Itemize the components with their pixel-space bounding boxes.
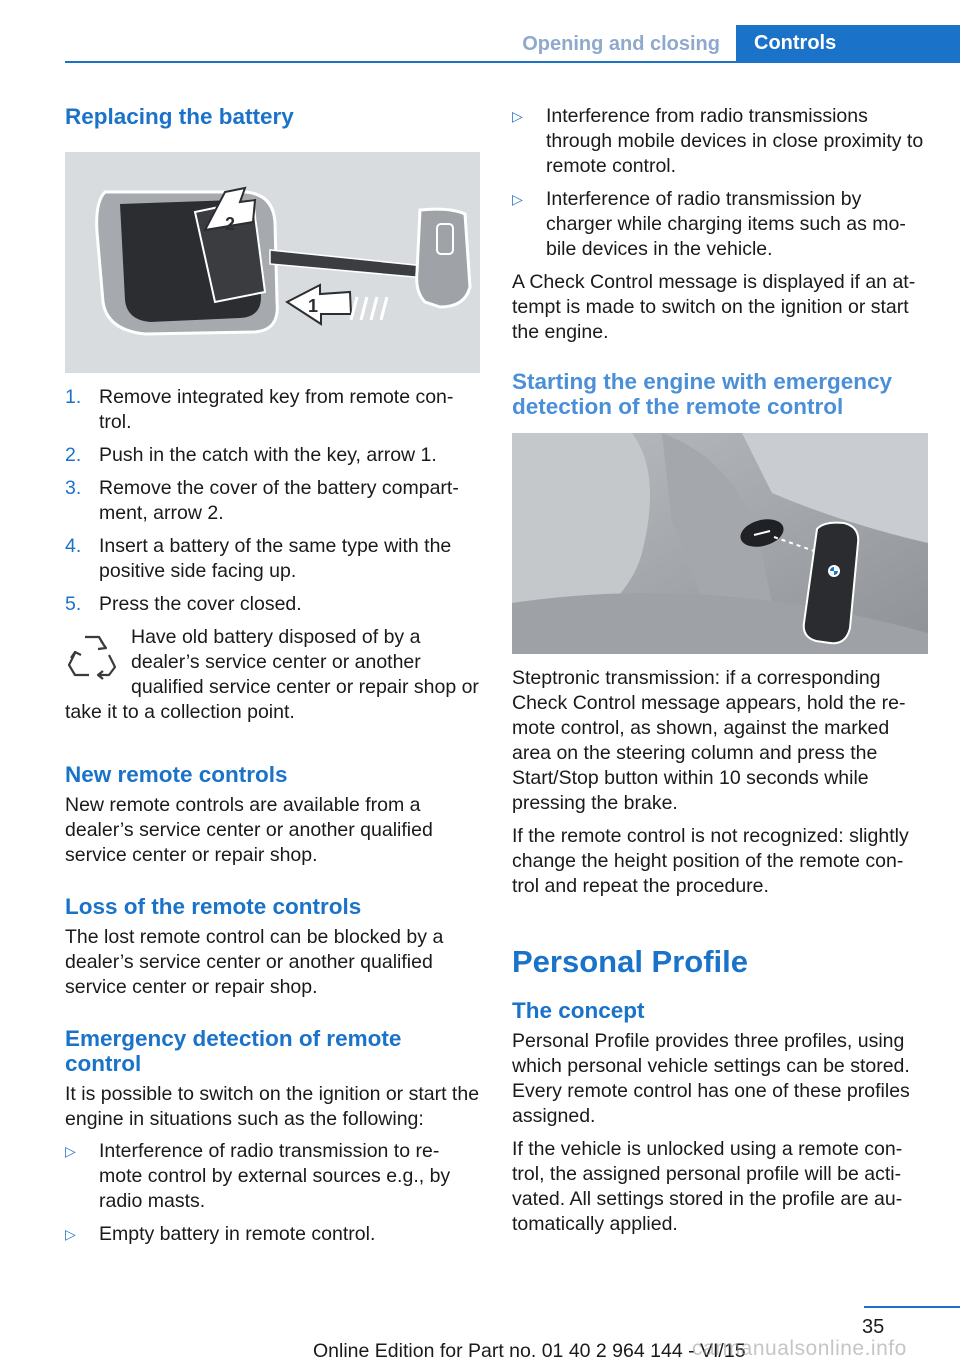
the-concept-heading: The concept xyxy=(512,998,645,1023)
emergency-detection-heading: Emergency detection of remote control xyxy=(65,1026,402,1076)
arrow-1-label: 1 xyxy=(308,296,319,316)
step-number: 2. xyxy=(65,444,82,466)
step-text: Press the cover closed. xyxy=(99,593,302,615)
page-header xyxy=(0,0,960,62)
list-item xyxy=(65,385,480,435)
loss-remote-controls-heading: Loss of the remote controls xyxy=(65,894,362,919)
list-item xyxy=(512,104,928,179)
steering-column-illustration xyxy=(512,433,928,654)
list-item xyxy=(65,534,480,584)
triangle-bullet-icon: ▷ xyxy=(65,1143,76,1159)
triangle-bullet-icon: ▷ xyxy=(65,1226,76,1242)
key-battery-illustration xyxy=(65,152,480,373)
list-item xyxy=(65,592,480,617)
edition-info: Online Edition for Part no. 01 40 2 964 144 - VI/15 xyxy=(313,1340,746,1362)
not-recognized-text: If the remote control is not recognized: slightly change the height position of the remote con‐ trol and repeat the procedure. xyxy=(512,825,909,897)
concept-text: Personal Profile provides three profiles, using which personal vehicle settings can be stored. Every remote control has one of these profiles assigned. xyxy=(512,1030,910,1127)
unlock-text: If the vehicle is unlocked using a remote con‐ trol, the assigned personal profile will be acti‐ vated. All settings stored in the profile are au‐ tomatically applied. xyxy=(512,1138,903,1235)
step-number: 1. xyxy=(65,386,82,408)
item-text: Interference of radio transmission to re‐ mote control by external sources e.g., by radio masts. xyxy=(99,1140,451,1212)
step-text: Insert a battery of the same type with the positive side facing up. xyxy=(99,535,452,582)
loss-remote-controls-text: The lost remote control can be blocked by a dealer’s service center or another qualified service center or repair shop. xyxy=(65,926,444,998)
list-item xyxy=(512,187,928,262)
steering-column-figure xyxy=(512,433,928,654)
header-rule xyxy=(65,61,960,63)
list-item xyxy=(65,1222,480,1247)
steptronic-text: Steptronic transmission: if a corresponding Check Control message appears, hold the re‐ mote control, as shown, against the marked area on the steering column and press the Start/Stop button within 10 seconds while pressing the brake. xyxy=(512,667,906,814)
list-item xyxy=(65,476,480,526)
list-item xyxy=(65,1139,480,1214)
header-chapter-tab: Controls xyxy=(736,25,960,62)
new-remote-controls-heading: New remote controls xyxy=(65,762,288,787)
step-number: 4. xyxy=(65,535,82,557)
key-battery-figure xyxy=(65,152,480,373)
triangle-bullet-icon: ▷ xyxy=(512,191,523,207)
item-text: Empty battery in remote control. xyxy=(99,1223,376,1245)
arrow-2-label: 2 xyxy=(225,214,236,234)
disposal-text: Have old battery disposed of by a dealer’s service center or another qualified service center or repair shop or take it to a collection point. xyxy=(65,626,479,723)
new-remote-controls-text: New remote controls are available from a dealer’s service center or another qualified service center or repair shop. xyxy=(65,794,433,866)
replacing-battery-heading: Replacing the battery xyxy=(65,104,294,129)
step-text: Remove integrated key from remote con‐ trol. xyxy=(99,386,454,433)
step-number: 5. xyxy=(65,593,82,615)
list-item xyxy=(65,443,480,468)
item-text: Interference of radio transmission by charger while charging items such as mo‐ bile devices in the vehicle. xyxy=(546,188,906,260)
page-number: 35 xyxy=(862,1316,885,1338)
right-column xyxy=(512,96,928,1237)
triangle-bullet-icon: ▷ xyxy=(512,108,523,124)
footer-rule xyxy=(864,1306,960,1308)
starting-engine-heading: Starting the engine with emergency detection of the remote control xyxy=(512,369,893,419)
battery-steps-list xyxy=(65,385,480,617)
item-text: Interference from radio transmissions through mobile devices in close proximity to remote control. xyxy=(546,105,924,177)
step-text: Push in the catch with the key, arrow 1. xyxy=(99,444,437,466)
check-control-text: A Check Control message is displayed if an at‐ tempt is made to switch on the ignition or start the engine. xyxy=(512,271,916,343)
header-section-title: Opening and closing xyxy=(522,33,720,55)
recycle-icon xyxy=(65,629,119,683)
step-number: 3. xyxy=(65,477,82,499)
watermark: carmanualsonline.info xyxy=(692,1337,907,1360)
personal-profile-heading: Personal Profile xyxy=(512,944,749,979)
step-text: Remove the cover of the battery compart‐ ment, arrow 2. xyxy=(99,477,459,524)
disposal-note xyxy=(65,625,480,725)
left-column xyxy=(65,96,480,1255)
emergency-situations-list xyxy=(65,1139,480,1247)
emergency-detection-text: It is possible to switch on the ignition or start the engine in situations such as the following: xyxy=(65,1083,480,1130)
interference-list xyxy=(512,104,928,262)
